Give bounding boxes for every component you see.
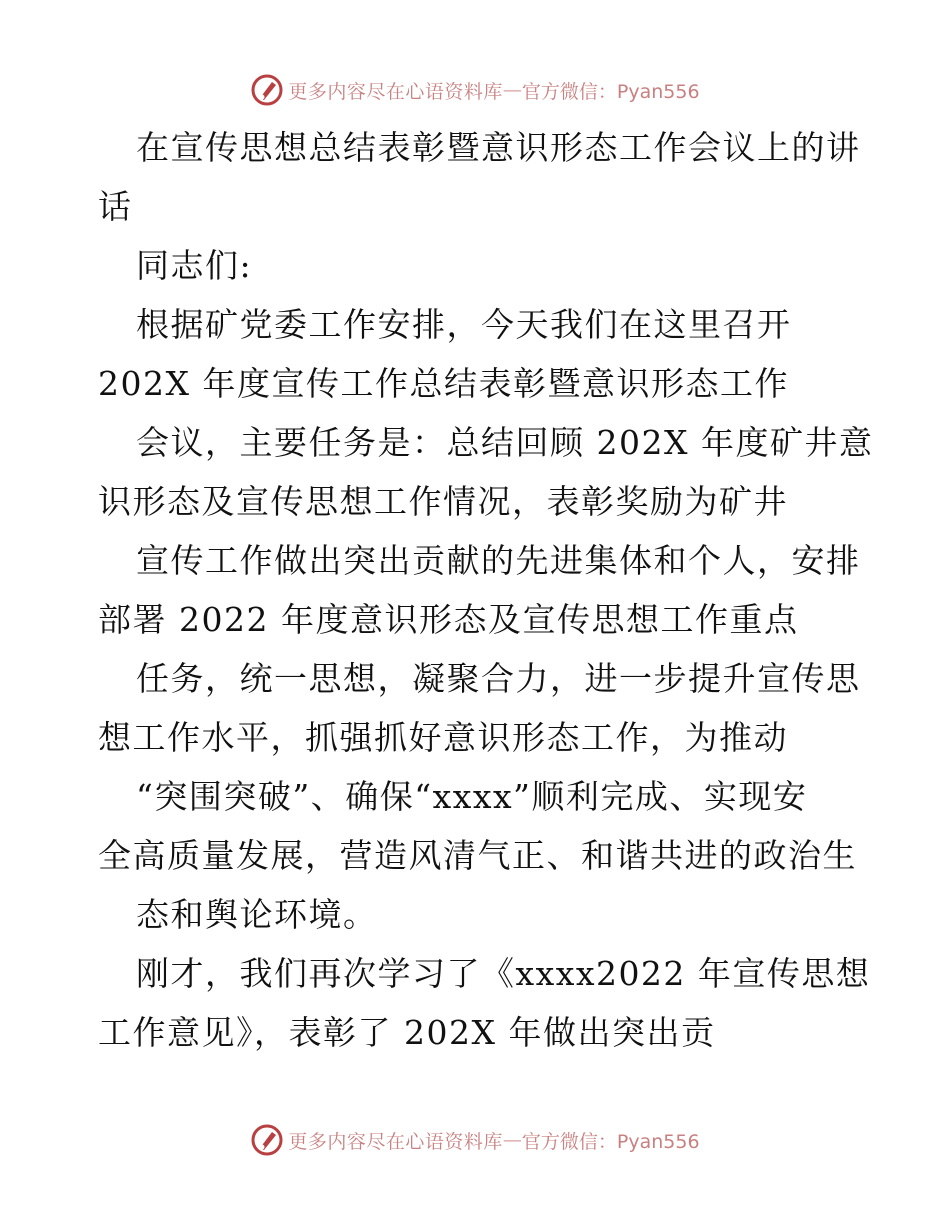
paragraph-line: 202X 年度宣传工作总结表彰暨意识形态工作 xyxy=(98,364,789,403)
title-line-2: 话 xyxy=(98,187,133,226)
paragraph-line: 刚才，我们再次学习了《xxxx2022 年宣传思想 xyxy=(136,954,871,993)
watermark-wechat-text: 官方微信：Pyan556 xyxy=(521,80,700,103)
paragraph-line: 任务，统一思想，凝聚合力，进一步提升宣传思 xyxy=(136,659,861,698)
pen-logo-icon xyxy=(250,1123,284,1157)
paragraph-line: 全高质量发展，营造风清气正、和谐共进的政治生 xyxy=(98,836,857,875)
watermark-brand-text: 更多内容尽在心语资料库 xyxy=(288,1130,503,1153)
paragraph-line: 根据矿党委工作安排，今天我们在这里召开 xyxy=(136,305,792,344)
paragraph-line: “突围突破”、确保“xxxx”顺利完成、实现安 xyxy=(136,777,808,816)
paragraph-line: 工作意见》，表彰了 202X 年做出突出贡 xyxy=(98,1013,716,1052)
watermark-separator: — xyxy=(502,79,522,101)
paragraph-line: 态和舆论环境。 xyxy=(136,895,378,934)
watermark-brand-text: 更多内容尽在心语资料库 xyxy=(288,80,503,103)
title-line-1: 在宣传思想总结表彰暨意识形态工作会议上的讲 xyxy=(136,128,861,167)
watermark-separator: — xyxy=(502,1129,522,1151)
salutation: 同志们: xyxy=(136,246,253,285)
paragraph-line: 部署 2022 年度意识形态及宣传思想工作重点 xyxy=(98,600,799,639)
watermark-wechat-text: 官方微信：Pyan556 xyxy=(521,1130,700,1153)
paragraph-line: 宣传工作做出突出贡献的先进集体和个人，安排 xyxy=(136,541,861,580)
paragraph-line: 想工作水平，抓强抓好意识形态工作，为推动 xyxy=(98,718,788,757)
document-body xyxy=(98,118,874,1062)
paragraph-line: 会议，主要任务是：总结回顾 202X 年度矿井意 xyxy=(136,423,874,462)
header-watermark xyxy=(0,70,950,110)
footer-watermark xyxy=(0,1120,950,1160)
paragraph-line: 识形态及宣传思想工作情况，表彰奖励为矿井 xyxy=(98,482,788,521)
pen-logo-icon xyxy=(250,73,284,107)
